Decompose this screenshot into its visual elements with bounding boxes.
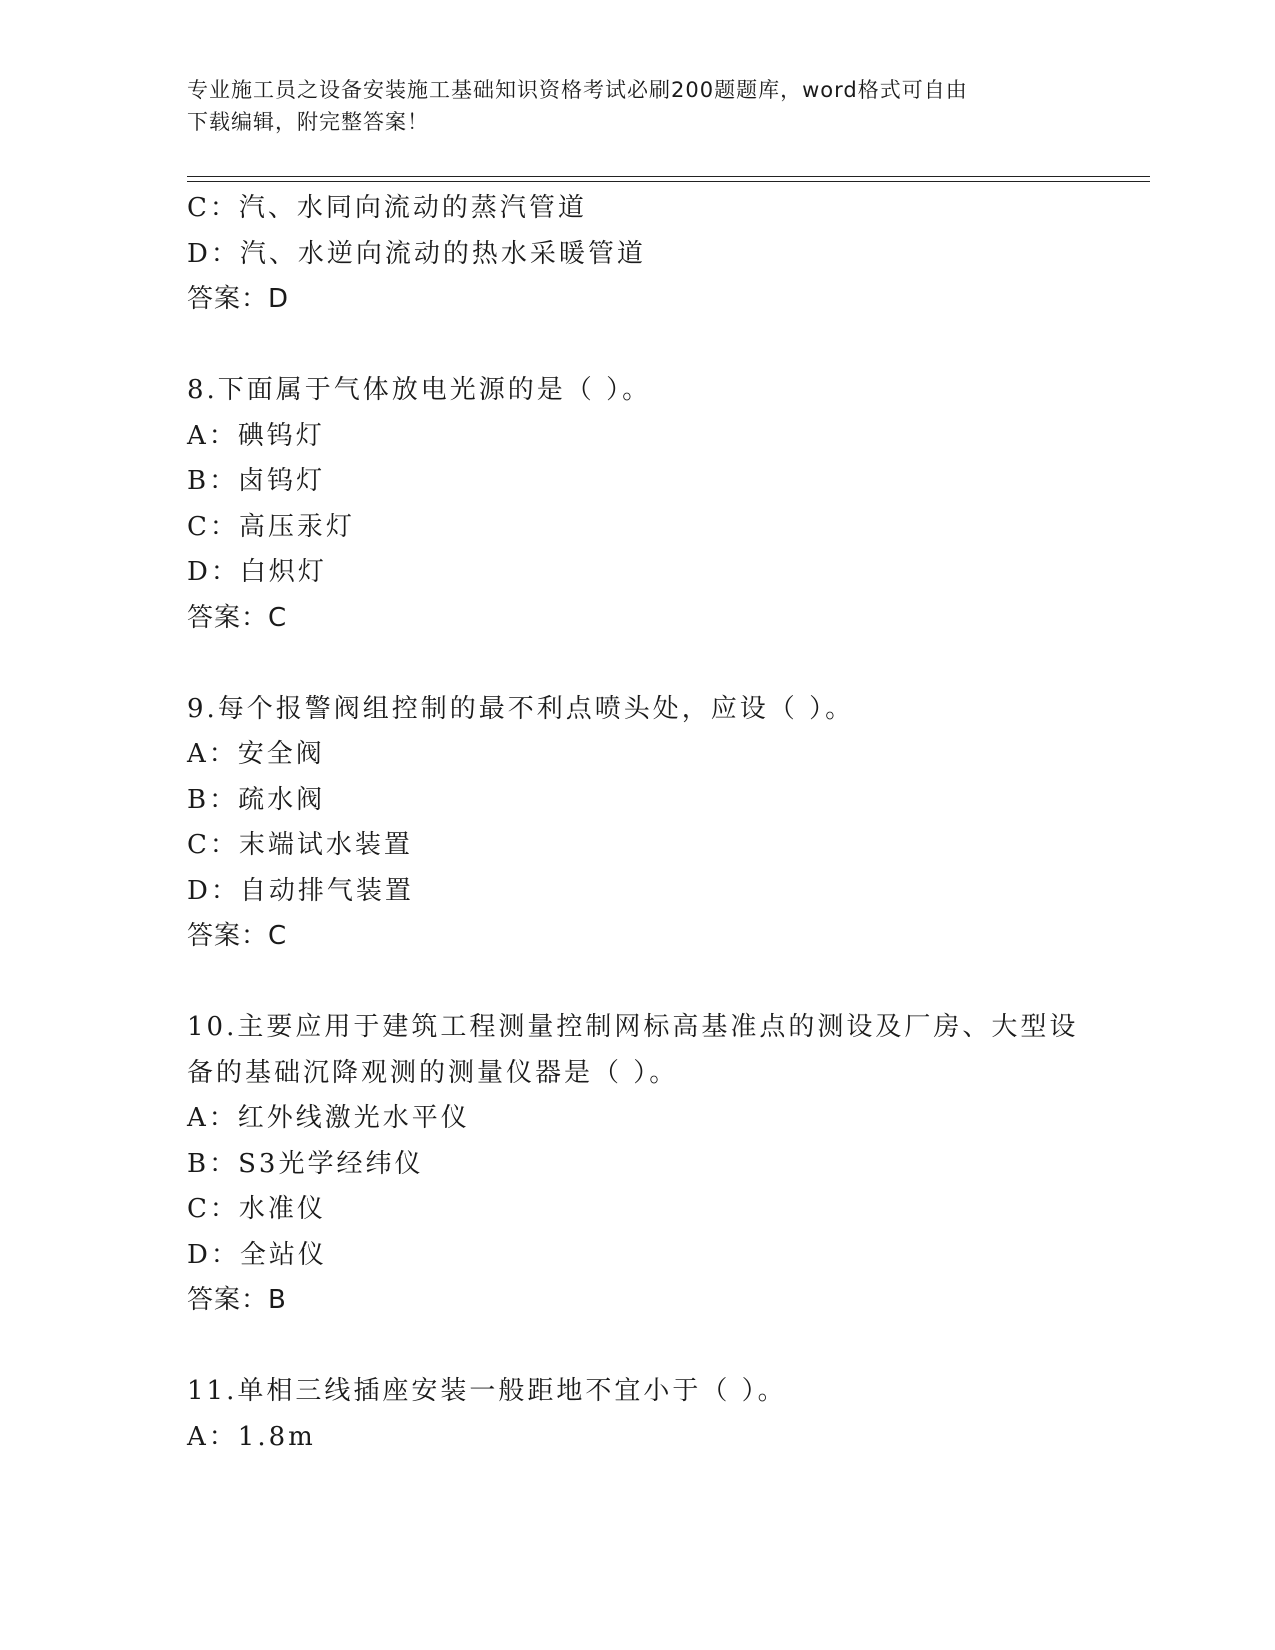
question-9 (187, 687, 1087, 960)
question-stem-line-1: 10.主要应用于建筑工程测量控制网标高基准点的测设及厂房、大型设 (187, 1012, 1079, 1042)
option-a: A：1.8m (187, 1421, 316, 1452)
question-stem: 9.每个报警阀组控制的最不利点喷头处，应设（ ）。 (187, 693, 855, 724)
previous-question-tail (187, 186, 1087, 323)
header-line-2: 下载编辑，附完整答案！ (187, 110, 429, 134)
answer: 答案：D (187, 284, 290, 314)
question-list (187, 186, 1087, 1460)
option-b: B：卤钨灯 (187, 466, 326, 496)
question-8 (187, 368, 1087, 641)
spacer (187, 641, 1087, 687)
header-divider-top (187, 176, 1150, 177)
header-divider-bottom (187, 181, 1150, 182)
answer: 答案：C (187, 921, 288, 951)
option-c: C：汽、水同向流动的蒸汽管道 (187, 193, 587, 223)
option-a: A：安全阀 (187, 739, 325, 769)
question-stem-line-2: 备的基础沉降观测的测量仪器是（ ）。 (187, 1057, 679, 1088)
question-10 (187, 1005, 1087, 1324)
option-b: B：疏水阀 (187, 784, 326, 815)
document-header (187, 74, 1067, 138)
option-c: C：高压汞灯 (187, 511, 355, 542)
option-c: C：末端试水装置 (187, 830, 413, 860)
question-11 (187, 1369, 1087, 1460)
option-d: D：汽、水逆向流动的热水采暖管道 (187, 238, 646, 269)
option-d: D：白炽灯 (187, 557, 327, 587)
question-stem: 8.下面属于气体放电光源的是（ ）。 (187, 375, 652, 405)
option-c: C：水准仪 (187, 1194, 326, 1224)
spacer (187, 323, 1087, 369)
option-b: B：S3光学经纬仪 (187, 1148, 424, 1179)
answer: 答案：C (187, 602, 288, 633)
option-a: A：碘钨灯 (187, 420, 325, 451)
option-a: A：红外线激光水平仪 (187, 1103, 470, 1133)
option-d: D：自动排气装置 (187, 875, 414, 906)
answer: 答案：B (187, 1285, 287, 1315)
question-stem: 11.单相三线插座安装一般距地不宜小于（ ）。 (187, 1376, 787, 1406)
header-line-1: 专业施工员之设备安装施工基础知识资格考试必刷200题题库，word格式可自由 (187, 78, 968, 102)
spacer (187, 1324, 1087, 1370)
spacer (187, 960, 1087, 1006)
option-d: D：全站仪 (187, 1239, 327, 1270)
